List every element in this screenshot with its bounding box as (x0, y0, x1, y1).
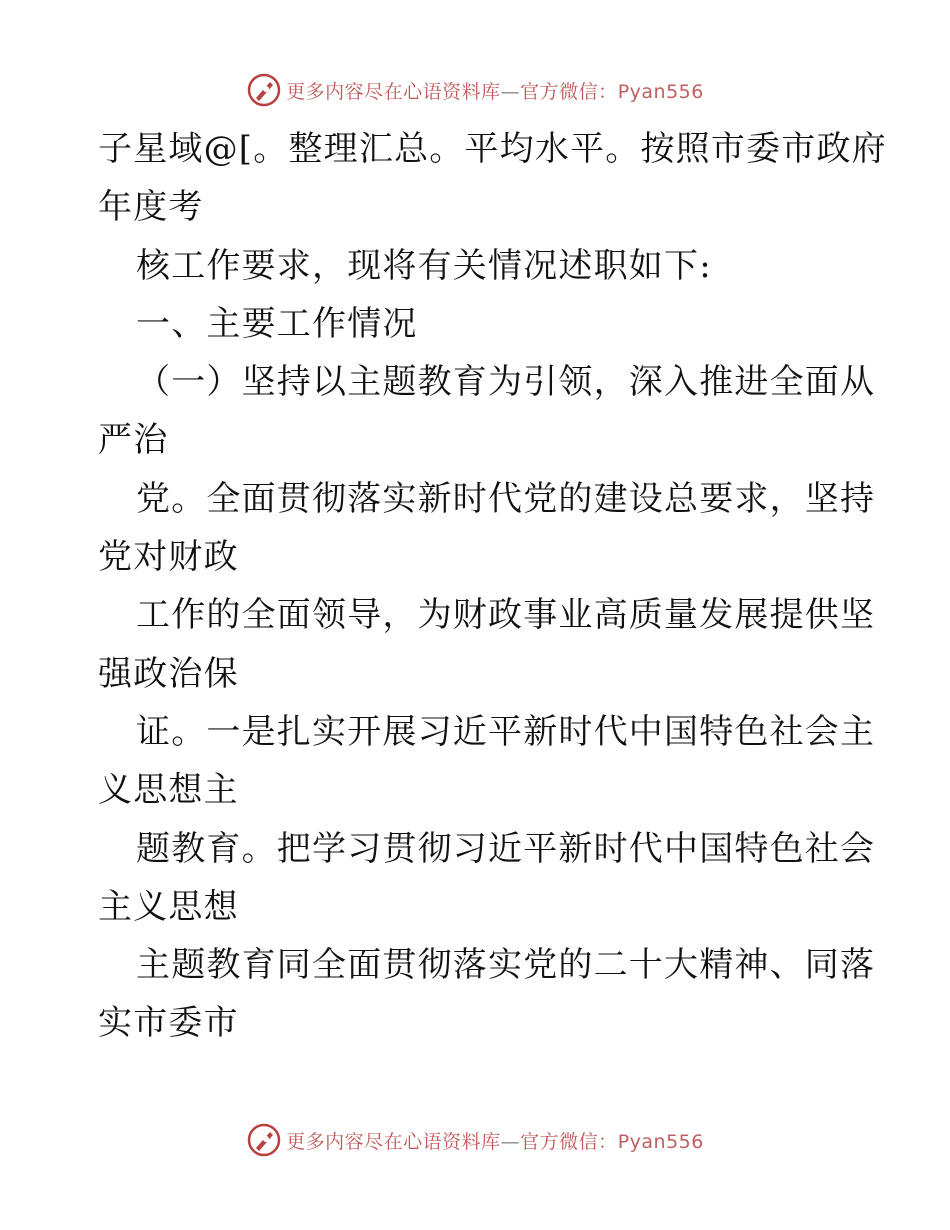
body-line: 子星域@[。整理汇总。平均水平。按照市委市政府 (98, 129, 887, 169)
body-line: 强政治保 (98, 653, 239, 694)
document-body (98, 120, 887, 1053)
watermark-text (286, 77, 704, 104)
body-line: 年度考 (98, 187, 204, 228)
body-line: 题教育。把学习贯彻习近平新时代中国特色社会 (136, 828, 876, 869)
watermark-text (286, 1127, 704, 1154)
watermark-id: Pyan556 (617, 1130, 704, 1153)
watermark-separator: — (500, 80, 521, 103)
body-line: 主题教育同全面贯彻落实党的二十大精神、同落 (136, 945, 876, 986)
watermark-header (0, 70, 950, 110)
body-line: 党对财政 (98, 537, 239, 578)
body-line: 义思想主 (98, 770, 239, 811)
pen-emblem-icon (246, 1122, 282, 1158)
watermark-contact: 官方微信： (520, 1130, 618, 1153)
body-line: 党。全面贯彻落实新时代党的建设总要求，坚持 (136, 478, 876, 519)
body-line: 一、主要工作情况 (136, 303, 418, 344)
watermark-brand: 更多内容尽在心语资料库 (286, 1130, 501, 1153)
body-line: 证。一是扎实开展习近平新时代中国特色社会主 (136, 711, 876, 752)
watermark-separator: — (500, 1130, 521, 1153)
watermark-id: Pyan556 (617, 80, 704, 103)
watermark-brand: 更多内容尽在心语资料库 (286, 80, 501, 103)
body-line: 主义思想 (98, 886, 239, 927)
watermark-footer (0, 1120, 950, 1160)
pen-emblem-icon (246, 72, 282, 108)
body-line: 严治 (98, 420, 169, 461)
body-line: 工作的全面领导，为财政事业高质量发展提供坚 (136, 595, 876, 636)
body-line: 实市委市 (98, 1003, 239, 1044)
body-line: 核工作要求，现将有关情况述职如下: (136, 245, 712, 286)
watermark-contact: 官方微信： (520, 80, 618, 103)
body-line: （一）坚持以主题教育为引领，深入推进全面从 (136, 362, 876, 403)
